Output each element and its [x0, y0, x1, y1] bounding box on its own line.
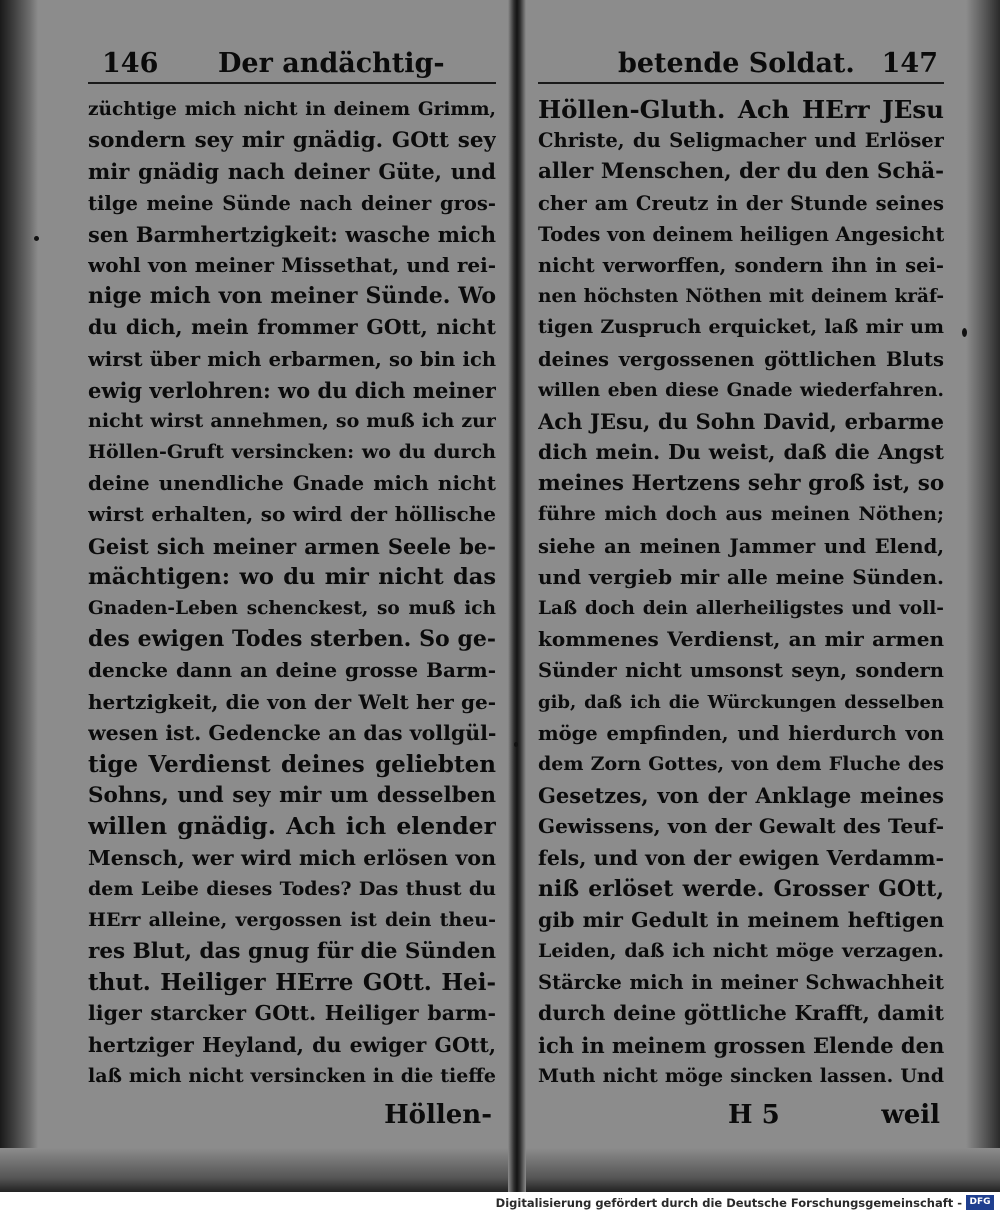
left-running-head: Der andächtig-: [218, 48, 445, 79]
text-line: züchtige mich nicht in deinem Grimm,: [88, 99, 496, 120]
text-line: dem Leibe dieses Todes? Das thust du: [88, 877, 496, 900]
text-line: und vergieb mir alle meine Sünden.: [538, 564, 944, 589]
digitization-credit-bar: [0, 1192, 1000, 1214]
right-page: [538, 40, 944, 1132]
text-line: hertzigkeit, die von der Welt her ge-: [88, 689, 496, 714]
text-line: tige Verdienst deines geliebten: [88, 750, 496, 778]
text-line: gib mir Gedult in meinem heftigen: [538, 907, 944, 932]
text-line: res Blut, das gnug für die Sünden: [88, 939, 496, 965]
text-line: tilge meine Sünde nach deiner gros-: [88, 191, 496, 215]
right-page-header: [538, 40, 944, 88]
text-line: liger starcker GOtt. Heiliger barm-: [88, 1001, 496, 1026]
text-line: hertziger Heyland, du ewiger GOtt,: [88, 1032, 496, 1057]
left-page-text: [88, 94, 496, 1092]
text-line: deine unendliche Gnade mich nicht: [88, 471, 496, 496]
ink-speck: [34, 236, 39, 241]
text-line: sen Barmhertzigkeit: wasche mich: [88, 221, 496, 247]
text-line: du dich, mein frommer GOtt, nicht: [88, 315, 496, 340]
text-line: cher am Creutz in der Stunde seines: [538, 191, 944, 215]
text-line: HErr alleine, vergossen ist dein theu-: [88, 908, 496, 931]
text-line: durch deine göttliche Krafft, damit: [538, 1001, 944, 1026]
bottom-edge-shadow: [0, 1148, 1000, 1192]
text-line: möge empfinden, und hierdurch von: [538, 721, 944, 745]
text-line: wirst über mich erbarmen, so bin ich: [88, 347, 496, 371]
dfg-logo: DFG: [966, 1195, 994, 1210]
text-line: meines Hertzens sehr groß ist, so: [538, 471, 944, 497]
text-line: willen gnädig. Ach ich elender: [88, 812, 496, 841]
right-page-edge-shadow: [966, 0, 1000, 1192]
text-line: Gesetzes, von der Anklage meines: [538, 783, 944, 809]
text-line: laß mich nicht versincken in die tieffe: [88, 1064, 496, 1087]
text-line: Muth nicht möge sincken lassen. Und: [538, 1064, 944, 1087]
text-line: Ach JEsu, du Sohn David, erbarme: [538, 408, 944, 434]
right-page-footer: [538, 1098, 944, 1132]
text-line: wohl von meiner Missethat, und rei-: [88, 252, 496, 277]
text-line: nige mich von meiner Sünde. Wo: [88, 283, 496, 310]
text-line: niß erlöset werde. Grosser GOtt,: [538, 875, 944, 902]
text-line: Leiden, daß ich nicht möge verzagen.: [538, 940, 944, 963]
text-line: willen eben diese Gnade wiederfahren.: [538, 379, 944, 401]
text-line: wesen ist. Gedencke an das vollgül-: [88, 720, 496, 745]
right-page-number: 147: [881, 48, 938, 79]
text-line: aller Menschen, der du den Schä-: [538, 159, 944, 185]
text-line: Stärcke mich in meiner Schwachheit: [538, 971, 944, 995]
text-line: Geist sich meiner armen Seele be-: [88, 533, 496, 559]
left-catchword: Höllen-: [384, 1100, 492, 1130]
text-line: Höllen-Gruft versincken: wo du durch: [88, 441, 496, 464]
text-line: fels, und von der ewigen Verdamm-: [538, 845, 944, 870]
text-line: Laß doch dein allerheiligstes und voll-: [538, 598, 944, 619]
text-line: dem Zorn Gottes, von dem Fluche des: [538, 752, 944, 775]
text-line: sondern sey mir gnädig. GOtt sey: [88, 128, 496, 154]
right-page-text: [538, 94, 944, 1092]
right-header-rule: [538, 82, 944, 84]
text-line: mir gnädig nach deiner Güte, und: [88, 159, 496, 185]
left-page-edge-shadow: [0, 0, 38, 1192]
text-line: führe mich doch aus meinen Nöthen;: [538, 503, 944, 526]
text-line: thut. Heiliger HErre GOtt. Hei-: [88, 969, 496, 997]
text-line: dencke dann an deine grosse Barm-: [88, 658, 496, 683]
text-line: dich mein. Du weist, daß die Angst: [538, 440, 944, 465]
signature-mark: H 5: [728, 1100, 780, 1130]
text-line: tigen Zuspruch erquicket, laß mir um: [538, 316, 944, 339]
text-line: Todes von deinem heiligen Angesicht: [538, 222, 944, 246]
text-line: nen höchsten Nöthen mit deinem kräf-: [538, 286, 944, 308]
ink-speck: [514, 742, 518, 747]
left-page-footer: [88, 1098, 496, 1132]
left-page: [88, 40, 496, 1132]
text-line: kommenes Verdienst, an mir armen: [538, 627, 944, 652]
text-line: mächtigen: wo du mir nicht das: [88, 563, 496, 590]
text-line: Sünder nicht umsonst seyn, sondern: [538, 659, 944, 683]
credit-text: Digitalisierung gefördert durch die Deutsche Forschungsgemeinschaft -: [495, 1196, 962, 1210]
text-line: Sohns, und sey mir um desselben: [88, 783, 496, 809]
text-line: Höllen-Gluth. Ach HErr JEsu: [538, 95, 944, 124]
text-line: nicht verworffen, sondern ihn in sei-: [538, 253, 944, 277]
left-page-number: 146: [102, 48, 159, 79]
text-line: Christe, du Seligmacher und Erlöser: [538, 129, 944, 153]
text-line: siehe an meinen Jammer und Elend,: [538, 534, 944, 558]
text-line: des ewigen Todes sterben. So ge-: [88, 626, 496, 653]
text-line: ich in meinem grossen Elende den: [538, 1032, 944, 1058]
text-line: gib, daß ich die Würckungen desselben: [538, 691, 944, 713]
left-page-header: [88, 40, 496, 88]
text-line: nicht wirst annehmen, so muß ich zur: [88, 409, 496, 432]
book-gutter: [508, 0, 526, 1192]
text-line: Mensch, wer wird mich erlösen von: [88, 845, 496, 870]
ink-speck: [962, 328, 967, 337]
text-line: deines vergossenen göttlichen Bluts: [538, 347, 944, 371]
text-line: wirst erhalten, so wird der höllische: [88, 502, 496, 527]
text-line: ewig verlohren: wo du dich meiner: [88, 377, 496, 403]
left-header-rule: [88, 82, 496, 84]
right-catchword: weil: [881, 1100, 940, 1130]
text-line: Gewissens, von der Gewalt des Teuf-: [538, 814, 944, 839]
text-line: Gnaden-Leben schenckest, so muß ich: [88, 598, 496, 619]
right-running-head: betende Soldat.: [618, 48, 855, 79]
